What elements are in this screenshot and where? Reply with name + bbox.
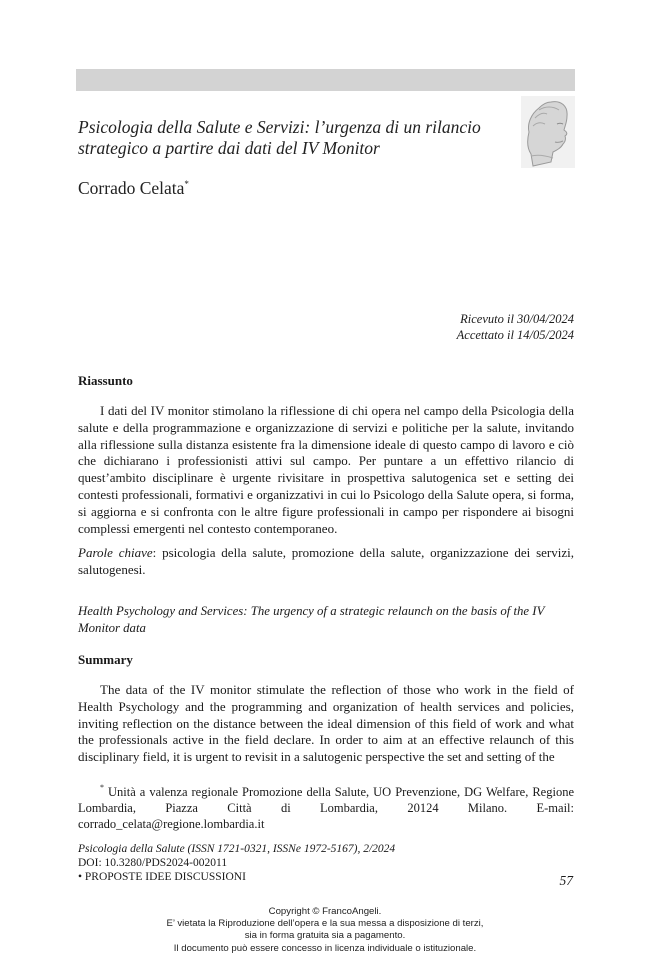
summary-heading-block bbox=[78, 652, 574, 668]
page-number: 57 bbox=[559, 873, 573, 888]
journal-citation: Psicologia della Salute (ISSN 1721-0321, ISSNe 1972-5167), 2/2024 bbox=[78, 843, 396, 855]
copyright-line-2: E’ vietata la Riproduzione dell’opera e la sua messa a disposizione di terzi, bbox=[166, 918, 484, 930]
riassunto-heading-block bbox=[78, 373, 574, 389]
copyright-line-4: Il documento può essere concesso in licenza individuale o istituzionale. bbox=[173, 942, 477, 954]
english-title-block bbox=[78, 603, 574, 637]
accepted-date: Accettato il 14/05/2024 bbox=[456, 328, 574, 342]
copyright-notice bbox=[0, 906, 650, 955]
summary-block bbox=[78, 682, 574, 766]
summary-heading: Summary bbox=[78, 652, 133, 667]
riassunto-paragraph: I dati del IV monitor stimolano la riflessione di chi opera nel campo della Psicologia della salute e della programmazione e organizzazione di servizi e politiche per la salute, invitando alla riflessione sulla distanza esistente fra la dimensione ideale di questo campo di lavoro e ciò che dichiarano i professionisti attivi sul campo. Per puntare a un effettivo rilancio di quest’ambito disciplinare è urgente rivisitare in prospettiva salutogenica set e setting dei contesti professionali, formativi e organizzativi in cui lo Psicologo della Salute opera, si forma, si aggiorna e si confronta con le altre figure professionali in campo per rispondere ai bisogni complessi emergenti nel contesto contemporaneo. bbox=[78, 403, 574, 536]
footnote-text: Unità a valenza regionale Promozione della Salute, UO Prevenzione, DG Welfare, Regione Lombardia, Piazza Città di Lombardia, 20124 Milano. E-mail: corrado_celata@regione.lombardia.it bbox=[78, 785, 574, 831]
riassunto-heading: Riassunto bbox=[78, 373, 133, 388]
author-name-text: Corrado Celata bbox=[78, 178, 185, 198]
riassunto-block bbox=[78, 403, 574, 537]
header-bar bbox=[76, 69, 575, 91]
journal-info bbox=[78, 842, 574, 884]
article-dates bbox=[457, 311, 574, 343]
author-name bbox=[78, 178, 189, 199]
keywords-list: : psicologia della salute, promozione della salute, organizzazione dei servizi, salutogenesi. bbox=[78, 545, 574, 577]
footnote bbox=[78, 780, 574, 832]
article-title: Psicologia della Salute e Servizi: l’urgenza di un rilancio strategico a partire dai dati del IV Monitor bbox=[78, 117, 481, 158]
received-date: Ricevuto il 30/04/2024 bbox=[460, 312, 574, 326]
summary-paragraph: The data of the IV monitor stimulate the reflection of those who work in the field of Health Psychology and the programming and organization of health services and policies, inviting reflection on the distance between the ideal dimension of this field of work and what the professionals active in the field declare. In order to aim at an effective relaunch of this disciplinary field, it is urgent to revisit in a salutogenic perspective the set and setting of the bbox=[78, 682, 574, 765]
footnote-block bbox=[78, 780, 574, 832]
footnote-mark: * bbox=[100, 783, 104, 792]
journal-doi: DOI: 10.3280/PDS2024-002011 bbox=[78, 857, 228, 869]
keywords-block bbox=[78, 545, 574, 579]
author-footnote-mark: * bbox=[184, 179, 189, 189]
keywords-paragraph bbox=[78, 545, 574, 579]
english-title: Health Psychology and Services: The urgency of a strategic relaunch on the basis of the IV Monitor data bbox=[78, 604, 545, 635]
portrait-icon bbox=[521, 96, 575, 168]
copyright-line-1: Copyright © FrancoAngeli. bbox=[268, 906, 382, 917]
keywords-label: Parole chiave bbox=[78, 545, 153, 560]
journal-section: • PROPOSTE IDEE DISCUSSIONI bbox=[78, 871, 246, 883]
copyright-line-3: sia in forma gratuita sia a pagamento. bbox=[244, 930, 406, 942]
